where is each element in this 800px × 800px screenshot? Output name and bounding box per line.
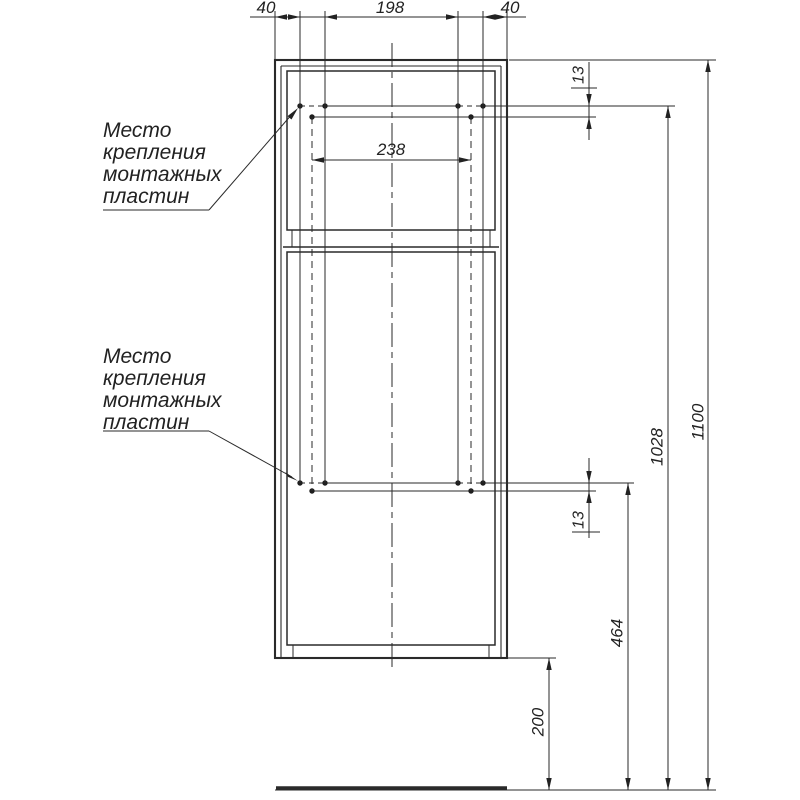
dim-text-198: 198	[375, 0, 405, 17]
bottom-plate-annotation	[103, 345, 298, 481]
bottom-mounting-plate-rows	[300, 483, 634, 491]
dim-arrow	[586, 117, 591, 129]
top-dimension-group	[250, 0, 526, 60]
bottom-row-gap-dimension	[571, 458, 601, 538]
dim-arrow	[483, 14, 495, 19]
dim-arrow	[625, 483, 630, 495]
dim-arrow	[586, 94, 591, 106]
dim-arrow	[665, 106, 670, 118]
dim-arrow	[459, 157, 471, 162]
dim-arrow	[275, 14, 287, 19]
dim-text-13-top: 13	[570, 66, 588, 84]
label-line: пластин	[103, 411, 190, 434]
dim-arrow	[705, 60, 710, 72]
dim-arrow	[312, 157, 324, 162]
dim-arrow	[586, 491, 591, 503]
dim-arrow	[546, 658, 551, 670]
plate-span-dimension	[312, 140, 471, 163]
dim-text-40-right: 40	[500, 0, 520, 17]
dim-text-40-left: 40	[256, 0, 276, 17]
label-line: монтажных	[103, 389, 222, 412]
dim-text-1028: 1028	[647, 428, 667, 466]
top-mounting-plate-rows	[300, 106, 675, 117]
leader-line	[209, 431, 292, 477]
dim-arrow	[586, 471, 591, 483]
dim-text-238: 238	[376, 140, 406, 159]
label-line: крепления	[103, 367, 206, 390]
dim-arrow	[625, 778, 630, 790]
label-line: монтажных	[103, 163, 222, 186]
dim-arrow	[288, 14, 300, 19]
dim-text-200: 200	[528, 707, 548, 737]
leader-line	[209, 113, 293, 210]
lower-box-rect	[287, 252, 495, 645]
dim-text-1100: 1100	[688, 403, 708, 441]
dim-arrow	[446, 14, 458, 19]
label-line: Место	[103, 119, 172, 142]
top-row-gap-dimension	[571, 62, 598, 140]
dim-text-464: 464	[607, 618, 627, 648]
top-plate-annotation	[103, 108, 298, 210]
label-line: крепления	[103, 141, 206, 164]
label-line: пластин	[103, 185, 190, 208]
dim-arrow	[665, 778, 670, 790]
dim-arrow	[546, 778, 551, 790]
dim-text-13-bottom: 13	[570, 511, 588, 529]
dim-arrow	[705, 778, 710, 790]
dim-arrow	[325, 14, 337, 19]
label-line: Место	[103, 345, 172, 368]
